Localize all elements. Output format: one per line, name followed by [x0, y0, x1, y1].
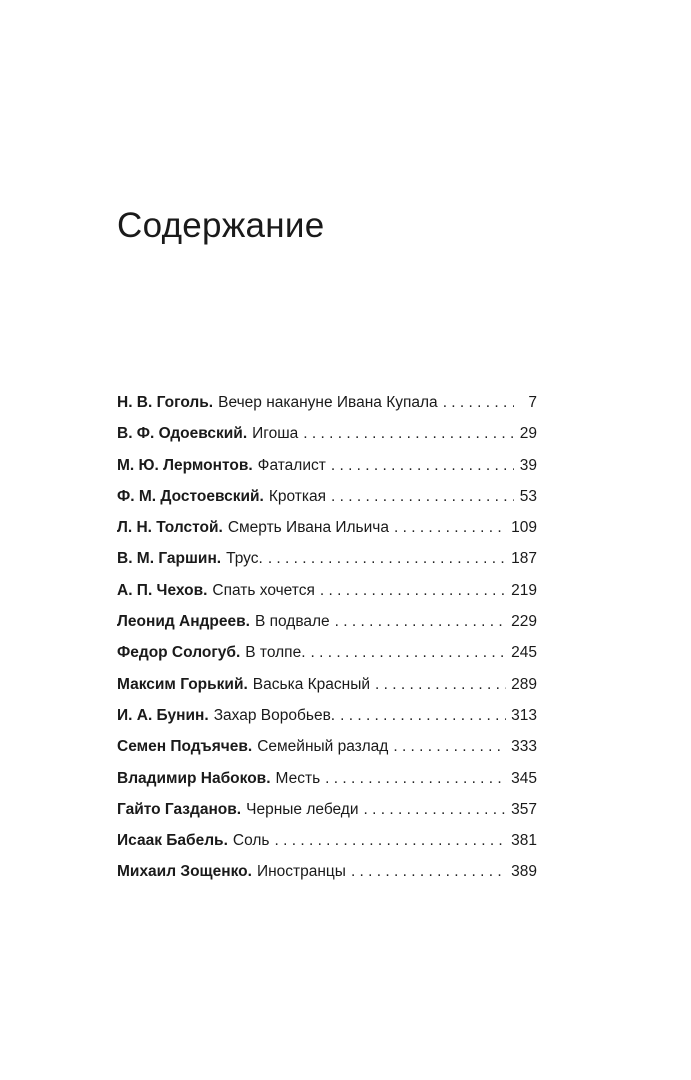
- toc-entry: [117, 739, 537, 770]
- dot-leader: [393, 739, 506, 755]
- toc-entry: [117, 551, 537, 582]
- toc-page-number: 187: [511, 550, 537, 568]
- toc-author: Леонид Андреев.: [117, 613, 250, 631]
- toc-entry: [117, 426, 537, 457]
- toc-work-title: Спать хочется: [212, 581, 315, 599]
- toc-page-number: 333: [511, 738, 537, 756]
- dot-leader: [340, 708, 506, 724]
- toc-page-number: 381: [511, 832, 537, 850]
- toc-work-title: В толпе.: [245, 644, 306, 662]
- toc-entry: [117, 645, 537, 676]
- dot-leader: [303, 426, 514, 442]
- toc-page-number: 7: [528, 394, 537, 411]
- dot-leader: [325, 771, 506, 787]
- toc-author: Михаил Зощенко.: [117, 863, 252, 881]
- dot-leader: [443, 395, 514, 411]
- toc-entry: [117, 395, 537, 426]
- toc-author: Исаак Бабель.: [117, 832, 228, 850]
- toc-work-title: Васька Красный: [252, 675, 371, 693]
- dot-leader: [394, 520, 506, 536]
- toc-author: М. Ю. Лермонтов.: [117, 456, 253, 474]
- toc-author: Ф. М. Достоевский.: [117, 487, 264, 505]
- dot-leader: [275, 833, 507, 849]
- toc-entry: [117, 708, 537, 739]
- toc-entry: [117, 771, 537, 802]
- toc-author: А. П. Чехов.: [117, 581, 208, 599]
- dot-leader: [268, 551, 506, 567]
- toc-entry: [117, 489, 537, 520]
- toc-page-number: 313: [511, 706, 537, 724]
- toc-page-number: 39: [519, 456, 537, 474]
- toc-work-title: Вечер накануне Ивана Купала: [218, 394, 438, 411]
- toc-page-number: 109: [511, 519, 537, 537]
- toc-entry: [117, 833, 537, 864]
- toc-page-number: 219: [511, 581, 537, 599]
- toc-entry: [117, 802, 537, 833]
- toc-entry: [117, 864, 537, 895]
- dot-leader: [331, 458, 514, 474]
- toc-work-title: Кроткая: [268, 487, 327, 505]
- toc-entry: [117, 677, 537, 708]
- toc-work-title: Захар Воробьев.: [213, 706, 336, 724]
- toc-author: Максим Горький.: [117, 675, 248, 693]
- toc-work-title: В подвале: [254, 613, 330, 631]
- toc-author: Н. В. Гоголь.: [117, 394, 214, 411]
- toc-work-title: Иностранцы: [256, 863, 346, 881]
- dot-leader: [375, 677, 506, 693]
- toc-work-title: Месть: [275, 769, 321, 787]
- toc-author: В. М. Гаршин.: [117, 550, 222, 568]
- toc-entry: [117, 458, 537, 489]
- toc-work-title: Трус.: [226, 550, 263, 568]
- toc-work-title: Семейный разлад: [257, 738, 389, 756]
- toc-work-title: Игоша: [252, 425, 299, 443]
- toc-author: Л. Н. Толстой.: [117, 519, 223, 537]
- dot-leader: [335, 614, 506, 630]
- toc-entry: [117, 583, 537, 614]
- toc-page-number: 357: [511, 800, 537, 818]
- dot-leader: [331, 489, 514, 505]
- toc-author: Федор Сологуб.: [117, 644, 241, 662]
- page-title: Содержание: [117, 206, 325, 245]
- dot-leader: [311, 645, 507, 661]
- toc-page-number: 53: [519, 487, 537, 505]
- toc-author: Владимир Набоков.: [117, 769, 271, 787]
- toc-page-number: 29: [519, 425, 537, 443]
- toc-page-number: 345: [511, 769, 537, 787]
- toc-page-number: 229: [511, 613, 537, 631]
- toc-work-title: Соль: [232, 832, 270, 850]
- toc-work-title: Черные лебеди: [246, 800, 359, 818]
- toc-entry: [117, 614, 537, 645]
- toc-page-number: 245: [511, 644, 537, 662]
- dot-leader: [364, 802, 507, 818]
- toc-author: Семен Подъячев.: [117, 738, 253, 756]
- dot-leader: [351, 864, 506, 880]
- toc-work-title: Фаталист: [257, 456, 326, 474]
- toc-page-number: 289: [511, 675, 537, 693]
- toc-author: И. А. Бунин.: [117, 706, 209, 724]
- toc-author: Гайто Газданов.: [117, 800, 242, 818]
- toc-page-number: 389: [511, 863, 537, 881]
- dot-leader: [320, 583, 506, 599]
- toc-author: В. Ф. Одоевский.: [117, 425, 248, 443]
- table-of-contents: [117, 395, 537, 896]
- toc-work-title: Смерть Ивана Ильича: [227, 519, 389, 537]
- toc-entry: [117, 520, 537, 551]
